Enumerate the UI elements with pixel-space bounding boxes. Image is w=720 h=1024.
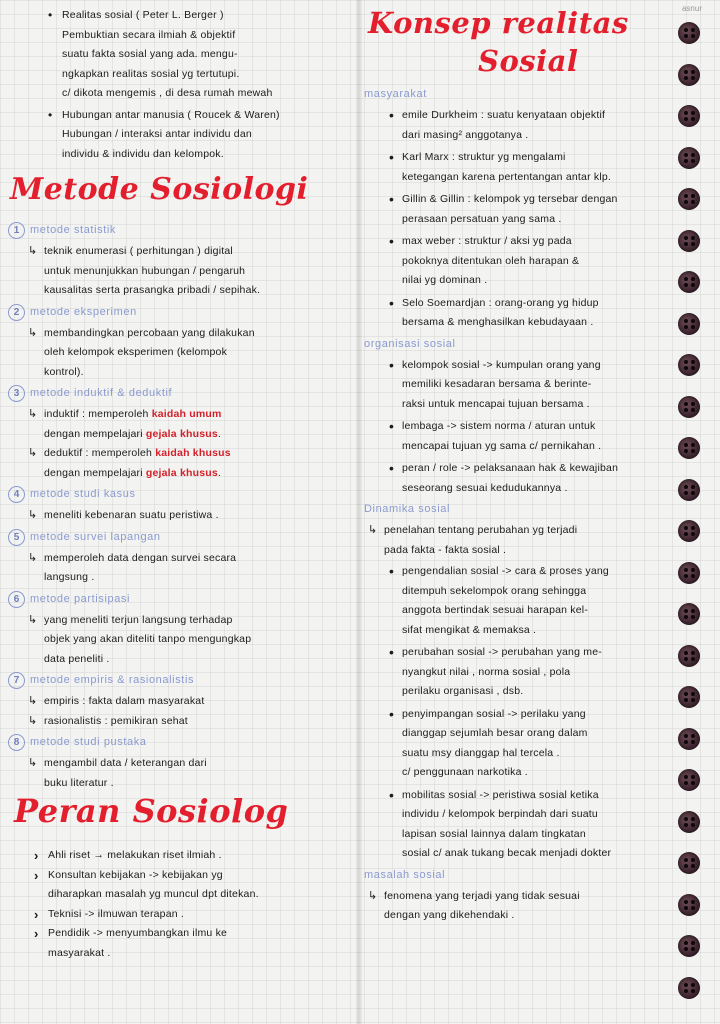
text-line: ketegangan karena pertentangan antar klp. bbox=[402, 170, 612, 183]
binding-hole bbox=[678, 935, 700, 957]
peran-item bbox=[48, 866, 348, 905]
text-line: diharapkan masalah yg muncul dpt ditekan. bbox=[48, 888, 259, 900]
right-column bbox=[360, 0, 680, 1024]
text-line: ↳ yang meneliti terjun langsung terhadap bbox=[44, 613, 233, 626]
text-line: ↳ empiris : fakta dalam masyarakat bbox=[44, 695, 205, 707]
section-title: masyarakat bbox=[364, 88, 427, 100]
highlight-text: gejala khusus bbox=[145, 427, 218, 440]
text-line: • peran / role -> pelaksanaan hak & kewajiban bbox=[402, 462, 619, 474]
binding-hole bbox=[678, 728, 700, 750]
method-item bbox=[44, 444, 349, 483]
text-line: ↳ membandingkan percobaan yang dilakukan bbox=[44, 326, 255, 339]
text-line: › Pendidik -> menyumbangkan ilmu ke bbox=[48, 927, 228, 939]
text-line: perilaku organisasi , dsb. bbox=[402, 685, 524, 697]
text-line: perasaan persatuan yang sama . bbox=[402, 212, 562, 225]
text-line: ↳ induktif : memperoleh kaidah umum bbox=[44, 408, 222, 420]
binding-hole bbox=[678, 230, 700, 252]
text-line: • kelompok sosial -> kumpulan orang yang bbox=[402, 358, 601, 371]
text-line: • pengendalian sosial -> cara & proses yang bbox=[402, 565, 609, 577]
highlight-text: kaidah khusus bbox=[155, 447, 231, 459]
section-intro bbox=[384, 887, 674, 926]
text-line: Hubungan / interaksi antar individu dan bbox=[62, 128, 252, 140]
text-line: individu / kelompok berpindah dari suatu bbox=[402, 808, 598, 820]
text-line: › Teknisi -> ilmuwan terapan . bbox=[48, 907, 185, 920]
text-line: c/ dikota mengemis , di desa rumah mewah bbox=[62, 87, 273, 99]
text-line: ↳ teknik enumerasi ( perhitungan ) digital bbox=[44, 245, 233, 257]
section-item bbox=[402, 190, 680, 229]
binding-hole bbox=[678, 396, 700, 418]
method-item bbox=[44, 242, 349, 301]
text-line: bersama & menghasilkan kebudayaan . bbox=[402, 316, 594, 328]
text-line: buku literatur . bbox=[44, 776, 114, 789]
section-item bbox=[402, 786, 680, 864]
method-number-badge: 7 bbox=[8, 672, 25, 689]
binding-hole bbox=[678, 977, 700, 999]
section-item bbox=[402, 232, 680, 291]
text-line: c/ penggunaan narkotika . bbox=[402, 766, 528, 778]
section-title: organisasi sosial bbox=[364, 337, 456, 350]
binding-hole bbox=[678, 437, 700, 459]
text-line: • Gillin & Gillin : kelompok yg tersebar dengan bbox=[402, 193, 618, 205]
highlight-text: gejala khusus bbox=[145, 466, 218, 479]
method-number-badge: 3 bbox=[8, 385, 25, 402]
binding-hole bbox=[678, 354, 700, 376]
text-line: ↳ fenomena yang terjadi yang tidak sesuai bbox=[384, 889, 580, 902]
intro-bullet bbox=[62, 106, 352, 165]
text-line: ↳ deduktif : memperoleh kaidah khusus bbox=[44, 447, 231, 459]
text-line: dengan mempelajari gejala khusus. bbox=[44, 466, 222, 479]
text-line: kausalitas serta prasangka pribadi / sepihak. bbox=[44, 284, 261, 296]
text-line: ditempuh sekelompok orang sehingga bbox=[402, 584, 587, 597]
method-title: metode induktif & deduktif bbox=[30, 387, 173, 399]
text-line: nilai yg dominan . bbox=[402, 274, 488, 286]
section-item bbox=[402, 294, 680, 333]
binding-hole bbox=[678, 64, 700, 86]
text-line: › Konsultan kebijakan -> kebijakan yg bbox=[48, 868, 223, 881]
text-line: ↳ mengambil data / keterangan dari bbox=[44, 757, 207, 769]
text-line: • perubahan sosial -> perubahan yang me- bbox=[402, 646, 602, 658]
text-line: • lembaga -> sistem norma / aturan untuk bbox=[402, 420, 596, 432]
section-item bbox=[402, 148, 680, 187]
method-title: metode studi kasus bbox=[30, 488, 136, 500]
intro-bullet bbox=[62, 6, 352, 104]
binding-hole bbox=[678, 852, 700, 874]
text-line: masyarakat . bbox=[48, 946, 111, 959]
method-number-badge: 6 bbox=[8, 591, 25, 608]
text-line: ↳ penelahan tentang perubahan yg terjadi bbox=[384, 524, 578, 536]
text-line: lapisan sosial lainnya dalam tingkatan bbox=[402, 827, 586, 840]
binding-hole bbox=[678, 811, 700, 833]
method-item bbox=[44, 754, 349, 793]
text-line: ↳ rasionalistis : pemikiran sehat bbox=[44, 714, 188, 727]
method-title: metode studi pustaka bbox=[30, 736, 147, 748]
text-line: nyangkut nilai , norma sosial , pola bbox=[402, 665, 571, 678]
section-item bbox=[402, 356, 680, 415]
method-item bbox=[44, 405, 349, 444]
text-line: raksi untuk mencapai tujuan bersama . bbox=[402, 397, 590, 410]
method-item bbox=[44, 549, 349, 588]
text-line: suatu fakta sosial yang ada. mengu- bbox=[62, 48, 238, 60]
text-line: sosial c/ anak tukang becak menjadi dokter bbox=[402, 847, 612, 859]
highlight-text: kaidah umum bbox=[151, 408, 222, 420]
text-line: kontrol). bbox=[44, 365, 84, 378]
binding-hole bbox=[678, 769, 700, 791]
method-item bbox=[44, 712, 349, 732]
text-line: individu & individu dan kelompok. bbox=[62, 147, 224, 160]
text-line: • emile Durkheim : suatu kenyataan objektif bbox=[402, 109, 606, 121]
binding-hole bbox=[678, 105, 700, 127]
method-title: metode survei lapangan bbox=[30, 530, 161, 543]
binding-hole bbox=[678, 520, 700, 542]
binding-hole bbox=[678, 645, 700, 667]
watermark: asnur bbox=[681, 4, 702, 13]
method-title: metode statistik bbox=[30, 224, 117, 236]
text-line: • max weber : struktur / aksi yg pada bbox=[402, 235, 572, 247]
peran-sosiolog-heading: Peran Sosiolog bbox=[14, 792, 289, 830]
binding-hole bbox=[678, 147, 700, 169]
binding-hole bbox=[678, 313, 700, 335]
section-item bbox=[402, 643, 680, 702]
konsep-heading-line1: Konsep realitas bbox=[368, 6, 629, 40]
text-line: • penyimpangan sosial -> perilaku yang bbox=[402, 707, 586, 720]
text-line: pokoknya ditentukan oleh harapan & bbox=[402, 254, 580, 267]
binding-hole bbox=[678, 894, 700, 916]
binding-hole bbox=[678, 188, 700, 210]
text-line: mencapai tujuan yg sama c/ pernikahan . bbox=[402, 439, 602, 452]
text-line: • Hubungan antar manusia ( Roucek & Waren) bbox=[62, 108, 280, 121]
text-line: memiliki kesadaran bersama & berinte- bbox=[402, 378, 592, 390]
section-item bbox=[402, 106, 680, 145]
binding-hole bbox=[678, 562, 700, 584]
text-line: • Selo Soemardjan : orang-orang yg hidup bbox=[402, 296, 599, 309]
text-line: Pembuktian secara ilmiah & objektif bbox=[62, 28, 236, 41]
text-line: • mobilitas sosial -> peristiwa sosial ketika bbox=[402, 788, 599, 801]
text-line: dengan mempelajari gejala khusus. bbox=[44, 427, 222, 440]
text-line: › Ahli riset → melakukan riset ilmiah . bbox=[48, 849, 222, 861]
binding-hole bbox=[678, 479, 700, 501]
method-number-badge: 2 bbox=[8, 304, 25, 321]
text-line: oleh kelompok eksperimen (kelompok bbox=[44, 346, 228, 358]
text-line: langsung . bbox=[44, 571, 95, 583]
binding-hole bbox=[678, 603, 700, 625]
text-line: pada fakta - fakta sosial . bbox=[384, 543, 507, 556]
method-number-badge: 1 bbox=[8, 222, 25, 239]
left-column bbox=[0, 0, 358, 1024]
peran-item bbox=[48, 924, 348, 963]
peran-item bbox=[48, 846, 348, 866]
text-line: ngkapkan realitas sosial yg tertutupi. bbox=[62, 67, 240, 80]
binding-holes bbox=[678, 22, 704, 1012]
method-item bbox=[44, 324, 349, 383]
method-number-badge: 4 bbox=[8, 486, 25, 503]
section-title: Dinamika sosial bbox=[364, 503, 451, 515]
method-title: metode eksperimen bbox=[30, 305, 137, 318]
text-line: dari masing² anggotanya . bbox=[402, 128, 529, 141]
text-line: dianggap sejumlah besar orang dalam bbox=[402, 727, 588, 739]
section-item bbox=[402, 459, 680, 498]
konsep-heading-line2: Sosial bbox=[478, 44, 579, 78]
method-number-badge: 8 bbox=[8, 734, 25, 751]
text-line: seseorang sesuai kedudukannya . bbox=[402, 481, 568, 494]
section-item bbox=[402, 562, 680, 640]
text-line: • Karl Marx : struktur yg mengalami bbox=[402, 151, 566, 163]
text-line: untuk menunjukkan hubungan / pengaruh bbox=[44, 264, 246, 277]
text-line: objek yang akan diteliti tanpo mengungkap bbox=[44, 633, 252, 645]
method-item bbox=[44, 611, 349, 670]
metode-sosiologi-heading: Metode Sosiologi bbox=[10, 172, 309, 207]
peran-item bbox=[48, 905, 348, 925]
method-item bbox=[44, 692, 349, 712]
method-number-badge: 5 bbox=[8, 529, 25, 546]
section-item bbox=[402, 705, 680, 783]
text-line: data peneliti . bbox=[44, 652, 110, 665]
text-line: dengan yang dikehendaki . bbox=[384, 909, 515, 921]
binding-hole bbox=[678, 686, 700, 708]
method-title: metode partisipasi bbox=[30, 592, 131, 605]
method-title: metode empiris & rasionalistis bbox=[30, 674, 195, 686]
binding-hole bbox=[678, 22, 700, 44]
section-title: masalah sosial bbox=[364, 868, 446, 881]
text-line: ↳ meneliti kebenaran suatu peristiwa . bbox=[44, 509, 219, 521]
text-line: sifat mengikat & memaksa . bbox=[402, 623, 537, 636]
text-line: • Realitas sosial ( Peter L. Berger ) bbox=[62, 9, 224, 21]
method-item bbox=[44, 506, 349, 526]
section-intro bbox=[384, 521, 674, 560]
section-item bbox=[402, 417, 680, 456]
text-line: ↳ memperoleh data dengan survei secara bbox=[44, 551, 237, 564]
text-line: anggota bertindak sesuai harapan kel- bbox=[402, 604, 589, 616]
binding-hole bbox=[678, 271, 700, 293]
text-line: suatu msy dianggap hal tercela . bbox=[402, 746, 560, 759]
